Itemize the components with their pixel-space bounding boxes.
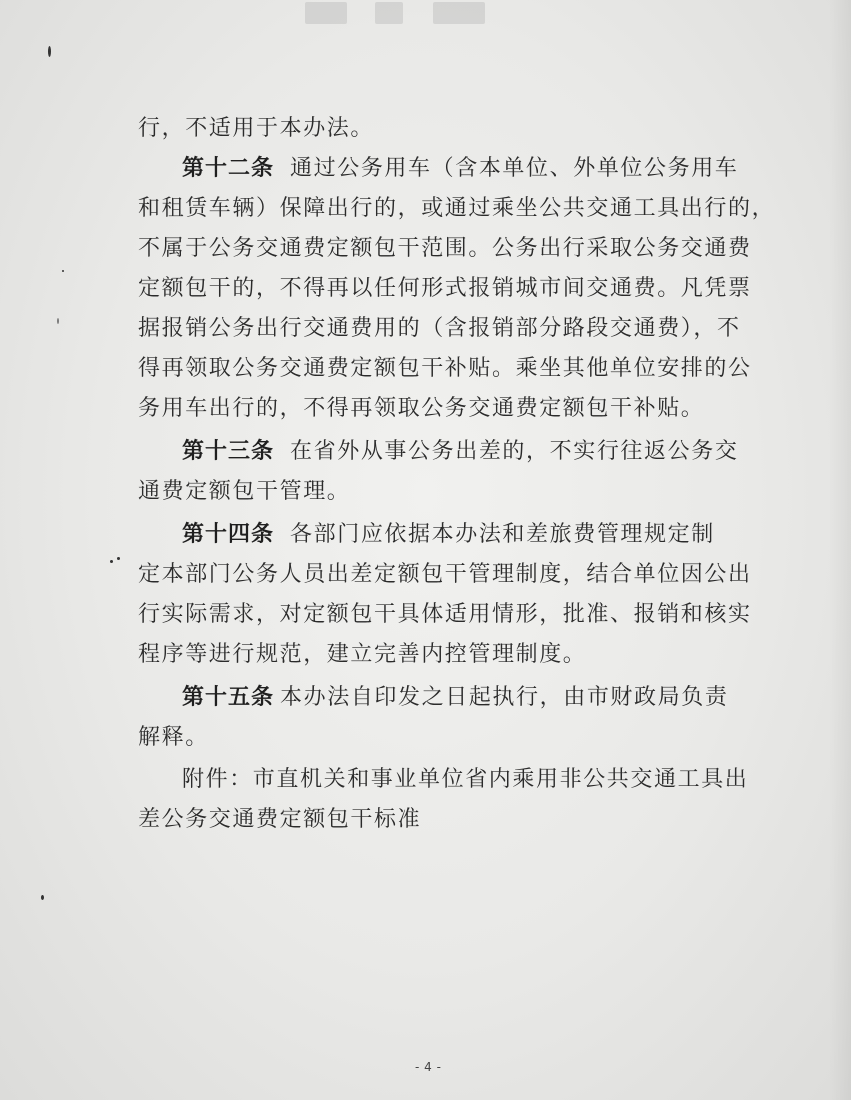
text-line: 务用车出行的，不得再领取公务交通费定额包干补贴。 (138, 396, 705, 421)
text-line: 通费定额包干管理。 (138, 479, 351, 504)
text-line: 定额包干的，不得再以任何形式报销城市间交通费。凡凭票 (138, 276, 752, 301)
scan-speck (110, 560, 113, 563)
text-line: 解释。 (138, 725, 209, 750)
text-line: 行，不适用于本办法。 (138, 116, 375, 141)
article-12-line (182, 153, 738, 185)
scan-speck (41, 895, 44, 900)
article-13-line (182, 436, 738, 468)
text-line: 和租赁车辆）保障出行的，或通过乘坐公共交通工具出行的， (138, 196, 776, 221)
text-line: 程序等进行规范，建立完善内控管理制度。 (138, 642, 587, 667)
article-15-title: 第十五条 (182, 685, 275, 710)
text-line: 本办法自印发之日起执行，由市财政局负责 (280, 685, 729, 710)
article-14-title: 第十四条 (182, 522, 275, 547)
text-line: 不属于公务交通费定额包干范围。公务出行采取公务交通费 (138, 236, 752, 261)
text-line: 据报销公务出行交通费用的（含报销部分路段交通费），不 (138, 316, 741, 341)
text-line: 通过公务用车（含本单位、外单位公务用车 (290, 156, 739, 181)
scan-speck (62, 270, 64, 272)
text-line: 在省外从事公务出差的，不实行往返公务交 (290, 439, 739, 464)
scan-speck (57, 318, 59, 324)
text-line: 各部门应依据本办法和差旅费管理规定制 (290, 522, 715, 547)
scan-speck (117, 557, 120, 560)
scan-speck (48, 46, 51, 57)
bleed-through-mark (305, 0, 495, 28)
scan-edge-shadow (829, 0, 851, 1100)
article-12-title: 第十二条 (182, 156, 275, 181)
text-line: 得再领取公务交通费定额包干补贴。乘坐其他单位安排的公 (138, 356, 752, 381)
article-14-line (182, 519, 715, 551)
text-line: 行实际需求，对定额包干具体适用情形，批准、报销和核实 (138, 602, 752, 627)
text-line: 定本部门公务人员出差定额包干管理制度，结合单位因公出 (138, 562, 752, 587)
attachment-line: 附件：市直机关和事业单位省内乘用非公共交通工具出 (182, 767, 749, 792)
text-line: 差公务交通费定额包干标准 (138, 807, 422, 832)
article-13-title: 第十三条 (182, 439, 275, 464)
page-number: - 4 - (415, 1060, 442, 1074)
article-15-line (182, 682, 728, 714)
